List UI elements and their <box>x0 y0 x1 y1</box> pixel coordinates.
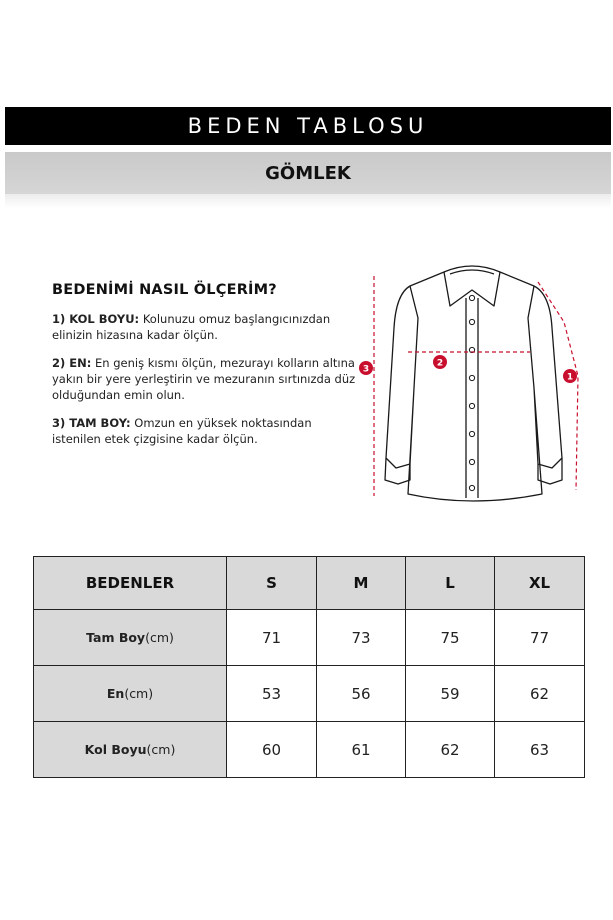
row-label <box>34 610 227 666</box>
table-cell: 63 <box>495 722 585 778</box>
step-label: 3) TAM BOY: <box>52 416 131 430</box>
guide-step-sleeve <box>52 311 362 343</box>
step-label: 2) EN: <box>52 356 92 370</box>
table-cell: 59 <box>406 666 495 722</box>
table-cell: 56 <box>317 666 406 722</box>
table-cell: 71 <box>227 610 317 666</box>
header-cell-size: XL <box>495 557 585 610</box>
table-cell: 73 <box>317 610 406 666</box>
table-row <box>34 610 585 666</box>
marker-length-label: 3 <box>362 364 370 375</box>
chart-title-bar <box>5 107 611 145</box>
table-cell: 53 <box>227 666 317 722</box>
step-text: Kolunuzu omuz başlangıcınızdan elinizin hizasına kadar ölçün. <box>52 312 331 342</box>
shirt-buttons <box>469 295 474 490</box>
header-cell-corner: BEDENLER <box>34 557 227 610</box>
row-label-name: Kol Boyu <box>84 742 147 757</box>
table-cell: 77 <box>495 610 585 666</box>
row-label <box>34 666 227 722</box>
measurement-guide <box>52 282 362 459</box>
guide-heading: BEDENİMİ NASIL ÖLÇERİM? <box>52 282 277 298</box>
measure-lines <box>374 276 578 496</box>
shirt-measurement-diagram <box>352 258 592 508</box>
table-cell: 62 <box>495 666 585 722</box>
category-bar-shadow <box>5 194 611 208</box>
row-label-unit: (cm) <box>145 630 174 645</box>
step-text: Omzun en yüksek noktasından istenilen etek çizgisine kadar ölçün. <box>52 416 312 446</box>
guide-step-width <box>52 355 362 403</box>
step-label: 1) KOL BOYU: <box>52 312 140 326</box>
table-row <box>34 722 585 778</box>
page-title: BEDEN TABLOSU <box>187 114 429 138</box>
marker-sleeve-label: 1 <box>566 372 574 383</box>
row-label-unit: (cm) <box>146 742 176 757</box>
table-cell: 60 <box>227 722 317 778</box>
step-text: En geniş kısmı ölçün, mezurayı kolların altına yakın bir yere yerleştirin ve mezuranın sırtınızda düz olduğundan emin olun. <box>52 356 356 402</box>
table-cell: 62 <box>406 722 495 778</box>
header-cell-size: S <box>227 557 317 610</box>
row-label-name: En <box>106 686 125 701</box>
category-bar <box>5 152 611 194</box>
shirt-outline <box>385 266 562 501</box>
row-label <box>34 722 227 778</box>
table-cell: 75 <box>406 610 495 666</box>
header-cell-size: M <box>317 557 406 610</box>
marker-width-label: 2 <box>436 358 444 369</box>
row-label-name: Tam Boy <box>86 630 146 645</box>
sleeve-length-line <box>538 282 578 490</box>
category-title: GÖMLEK <box>265 162 351 184</box>
header-cell-size: L <box>406 557 495 610</box>
size-table <box>33 556 585 778</box>
table-cell: 61 <box>317 722 406 778</box>
guide-step-length <box>52 415 362 447</box>
table-header-row <box>34 557 585 610</box>
table-row <box>34 666 585 722</box>
row-label-unit: (cm) <box>124 686 154 701</box>
